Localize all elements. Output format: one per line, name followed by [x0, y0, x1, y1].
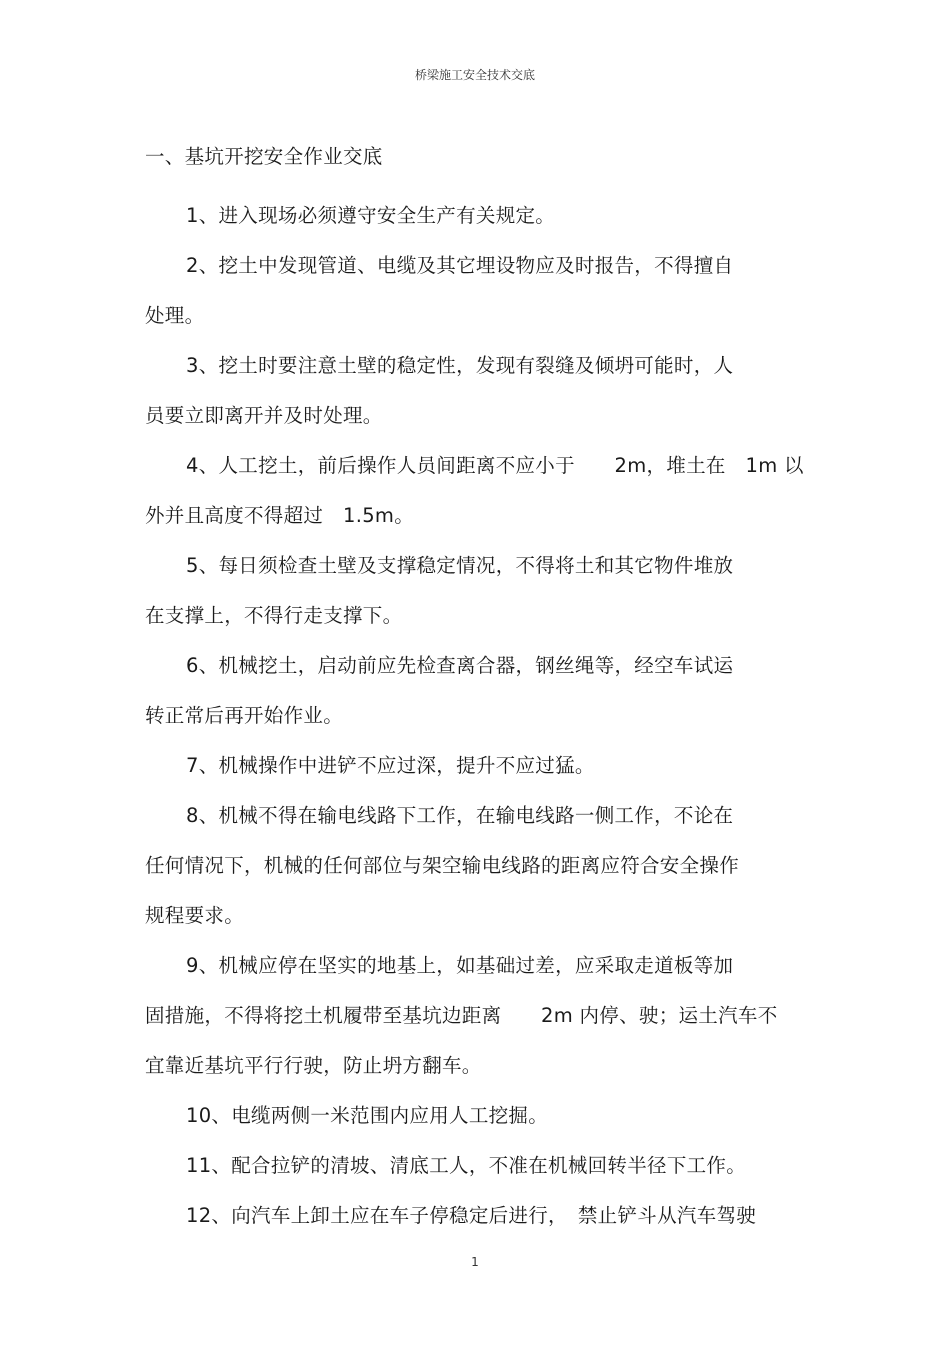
list-item: 6、机械挖土，启动前应先检查离合器，钢丝绳等，经空车试运	[186, 654, 734, 677]
list-item: 4、人工挖土，前后操作人员间距离不应小于 2m，堆土在 1m 以	[186, 454, 804, 477]
list-item: 1、进入现场必须遵守安全生产有关规定。	[186, 204, 556, 227]
list-item: 7、机械操作中进铲不应过深，提升不应过猛。	[186, 754, 595, 777]
page-number: 1	[471, 1255, 479, 1269]
list-item: 5、每日须检查土壁及支撑稳定情况，不得将土和其它物件堆放	[186, 554, 734, 577]
list-item-continuation: 规程要求。	[145, 904, 245, 927]
list-item-continuation: 宜靠近基坑平行行驶，防止坍方翻车。	[145, 1054, 482, 1077]
list-item-continuation: 处理。	[145, 304, 205, 327]
list-item-continuation: 在支撑上，不得行走支撑下。	[145, 604, 403, 627]
list-item: 9、机械应停在坚实的地基上，如基础过差，应采取走道板等加	[186, 954, 734, 977]
section-heading: 一、基坑开挖安全作业交底	[145, 145, 383, 168]
list-item-continuation: 转正常后再开始作业。	[145, 704, 344, 727]
list-item: 11、配合拉铲的清坡、清底工人，不准在机械回转半径下工作。	[186, 1154, 747, 1177]
list-item: 2、挖土中发现管道、电缆及其它埋设物应及时报告，不得擅自	[186, 254, 734, 277]
page-header: 桥梁施工安全技术交底	[414, 68, 535, 82]
list-item-continuation: 任何情况下，机械的任何部位与架空输电线路的距离应符合安全操作	[145, 854, 740, 877]
list-item: 12、向汽车上卸土应在车子停稳定后进行， 禁止铲斗从汽车驾驶	[186, 1204, 757, 1227]
list-item-continuation: 固措施，不得将挖土机履带至基坑边距离 2m 内停、驶；运土汽车不	[145, 1004, 778, 1027]
list-item: 3、挖土时要注意土壁的稳定性，发现有裂缝及倾坍可能时，人	[186, 354, 734, 377]
list-item-continuation: 员要立即离开并及时处理。	[145, 404, 383, 427]
list-item-continuation: 外并且高度不得超过 1.5m。	[145, 504, 415, 527]
list-item: 8、机械不得在输电线路下工作，在输电线路一侧工作，不论在	[186, 804, 734, 827]
list-item: 10、电缆两侧一米范围内应用人工挖掘。	[186, 1104, 549, 1127]
